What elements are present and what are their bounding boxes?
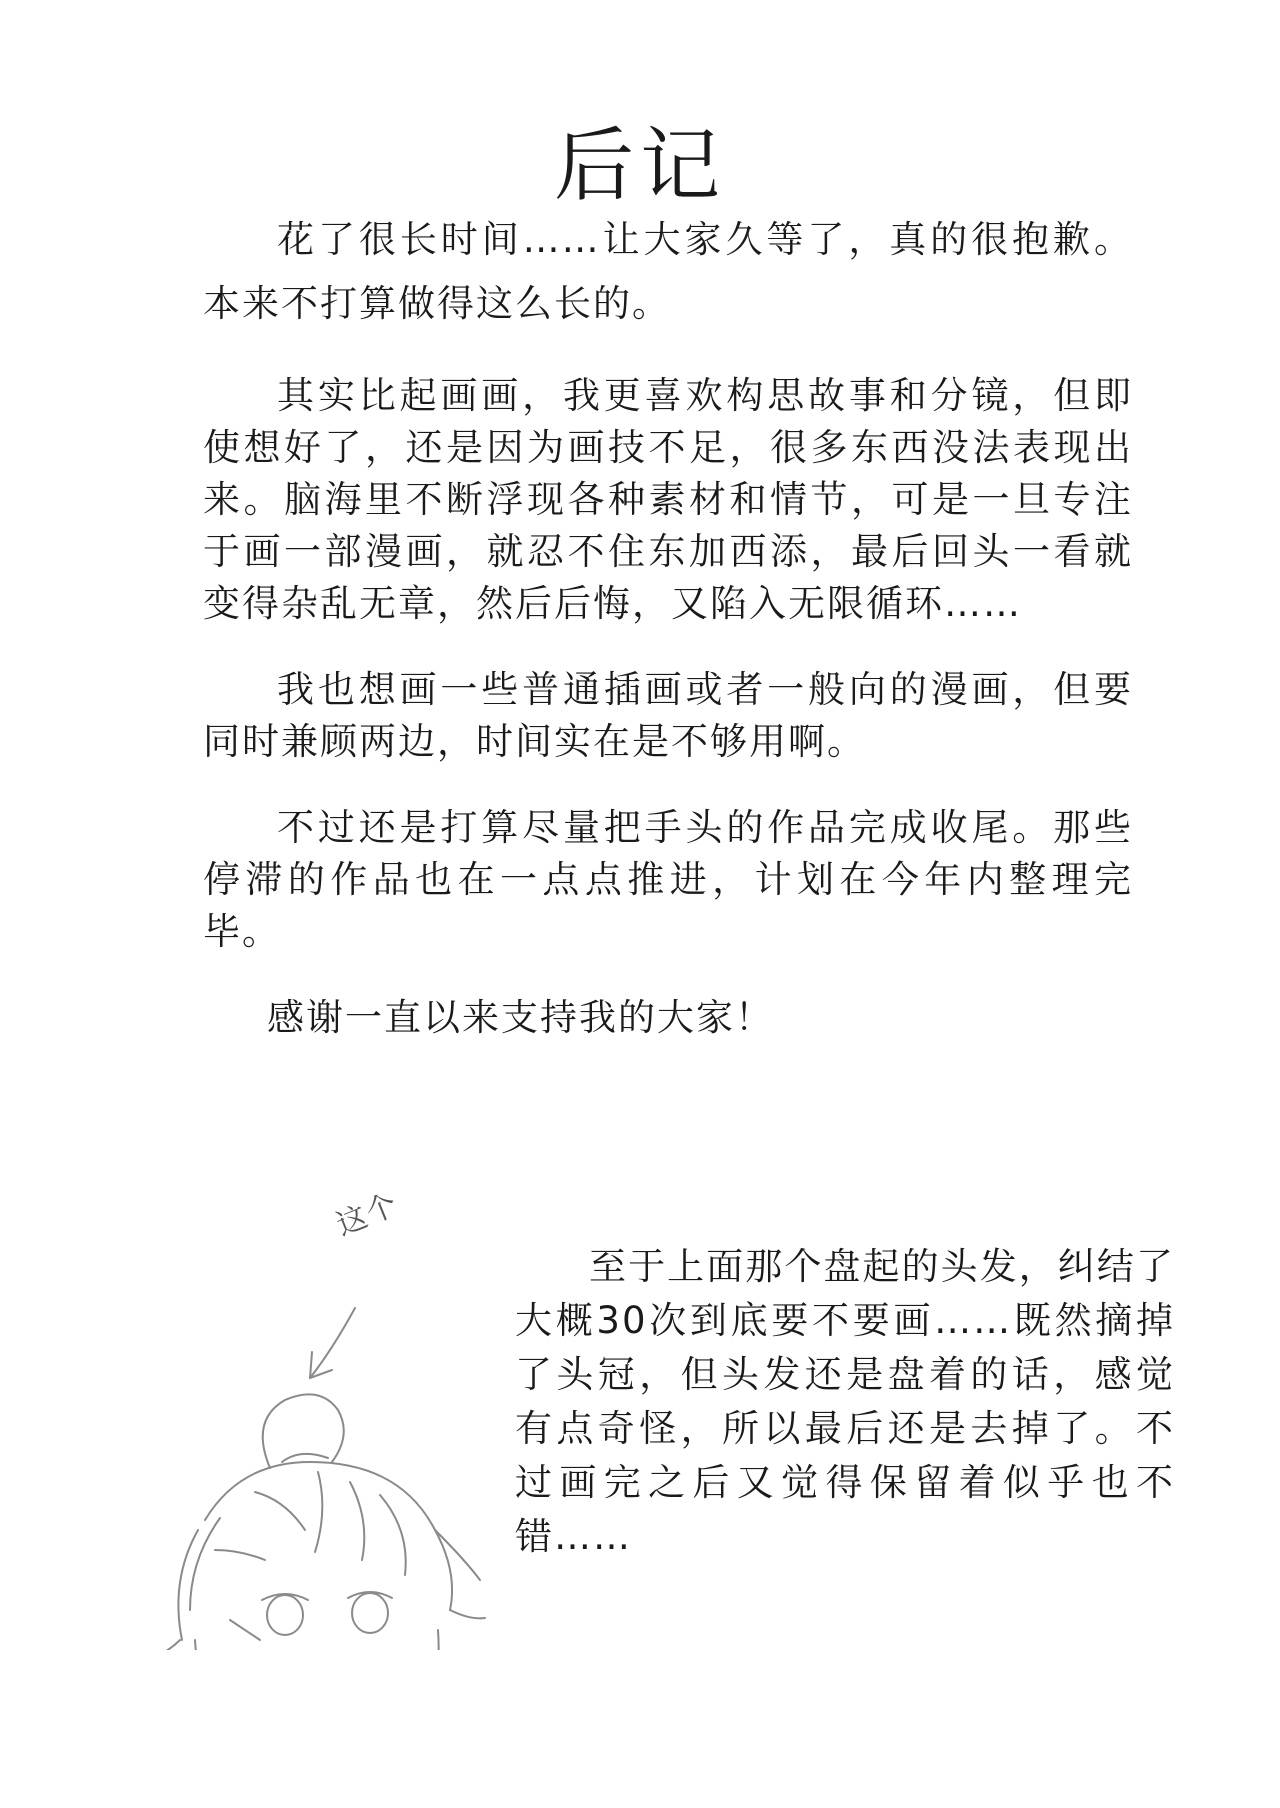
arrow-icon [310,1308,355,1378]
paragraph-4: 不过还是打算尽量把手头的作品完成收尾。那些停滞的作品也在一点点推进，计划在今年内整理完毕。 [203,806,1133,953]
paragraph-3: 我也想画一些普通插画或者一般向的漫画，但要同时兼顾两边，时间实在是不够用啊。 [203,668,1133,763]
afterword-body [203,208,1133,1078]
face [195,1592,439,1650]
chibi-head-sketch [70,1200,490,1650]
page-title: 后记 [554,118,726,212]
paragraph-2: 其实比起画画，我更喜欢构思故事和分镜，但即使想好了，还是因为画技不足，很多东西没法表现出来。脑海里不断浮现各种素材和情节，可是一旦专注于画一部漫画，就忍不住东加西添，最后回头一看就变得杂乱无章，然后后悔，又陷入无限循环…… [203,374,1133,625]
hair-bun [263,1394,344,1468]
sketch-annotation: 这个 [331,1186,404,1244]
side-note: 至于上面那个盘起的头发，纠结了大概30次到底要不要画……既然摘掉了头冠，但头发还是盘着的话，感觉有点奇怪，所以最后还是去掉了。不过画完之后又觉得保留着似乎也不错…… [515,1245,1175,1558]
thanks-line: 感谢一直以来支持我的大家！ [267,996,774,1039]
hair-outline [72,1462,485,1650]
paragraph-1: 花了很长时间……让大家久等了，真的很抱歉。本来不打算做得这么长的。 [203,218,1133,325]
